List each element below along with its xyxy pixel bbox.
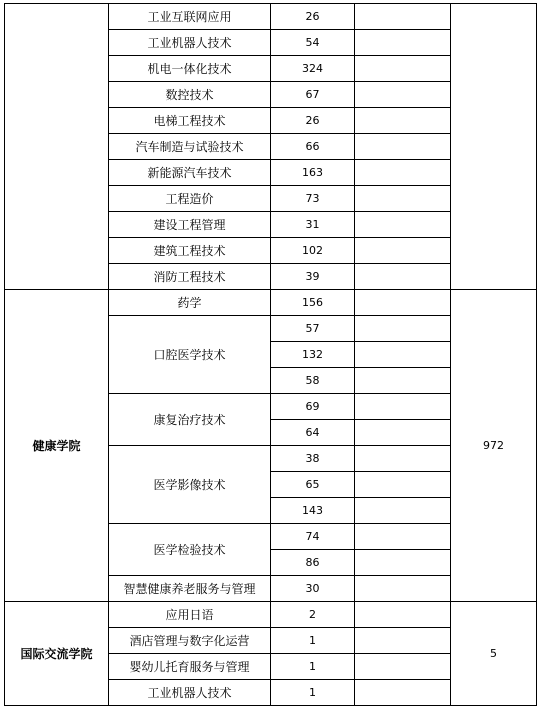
count-cell: 86 bbox=[271, 550, 355, 576]
count-cell: 39 bbox=[271, 264, 355, 290]
blank-cell bbox=[355, 186, 451, 212]
major-cell: 电梯工程技术 bbox=[109, 108, 271, 134]
blank-cell bbox=[355, 108, 451, 134]
count-cell: 65 bbox=[271, 472, 355, 498]
major-cell: 建筑工程技术 bbox=[109, 238, 271, 264]
blank-cell bbox=[355, 368, 451, 394]
count-cell: 38 bbox=[271, 446, 355, 472]
major-cell: 工业互联网应用 bbox=[109, 4, 271, 30]
count-cell: 132 bbox=[271, 342, 355, 368]
blank-cell bbox=[355, 316, 451, 342]
blank-cell bbox=[355, 576, 451, 602]
blank-cell bbox=[355, 472, 451, 498]
total-cell bbox=[451, 4, 537, 290]
major-cell: 医学影像技术 bbox=[109, 446, 271, 524]
major-cell: 数控技术 bbox=[109, 82, 271, 108]
major-cell: 酒店管理与数字化运营 bbox=[109, 628, 271, 654]
major-cell: 智慧健康养老服务与管理 bbox=[109, 576, 271, 602]
count-cell: 143 bbox=[271, 498, 355, 524]
count-cell: 31 bbox=[271, 212, 355, 238]
count-cell: 57 bbox=[271, 316, 355, 342]
count-cell: 163 bbox=[271, 160, 355, 186]
count-cell: 26 bbox=[271, 108, 355, 134]
blank-cell bbox=[355, 550, 451, 576]
blank-cell bbox=[355, 238, 451, 264]
major-cell: 康复治疗技术 bbox=[109, 394, 271, 446]
major-cell: 汽车制造与试验技术 bbox=[109, 134, 271, 160]
count-cell: 324 bbox=[271, 56, 355, 82]
blank-cell bbox=[355, 654, 451, 680]
blank-cell bbox=[355, 524, 451, 550]
blank-cell bbox=[355, 4, 451, 30]
major-cell: 口腔医学技术 bbox=[109, 316, 271, 394]
count-cell: 26 bbox=[271, 4, 355, 30]
table-row bbox=[5, 602, 537, 628]
count-cell: 156 bbox=[271, 290, 355, 316]
count-cell: 58 bbox=[271, 368, 355, 394]
major-cell: 新能源汽车技术 bbox=[109, 160, 271, 186]
count-cell: 1 bbox=[271, 654, 355, 680]
blank-cell bbox=[355, 30, 451, 56]
count-cell: 69 bbox=[271, 394, 355, 420]
blank-cell bbox=[355, 134, 451, 160]
blank-cell bbox=[355, 342, 451, 368]
count-cell: 74 bbox=[271, 524, 355, 550]
major-cell: 应用日语 bbox=[109, 602, 271, 628]
college-name: 国际交流学院 bbox=[5, 602, 109, 706]
major-cell: 建设工程管理 bbox=[109, 212, 271, 238]
count-cell: 66 bbox=[271, 134, 355, 160]
count-cell: 1 bbox=[271, 680, 355, 706]
college-total: 5 bbox=[451, 602, 537, 706]
blank-cell bbox=[355, 160, 451, 186]
blank-cell bbox=[355, 212, 451, 238]
college-cell bbox=[5, 4, 109, 290]
count-cell: 73 bbox=[271, 186, 355, 212]
blank-cell bbox=[355, 420, 451, 446]
count-cell: 102 bbox=[271, 238, 355, 264]
count-cell: 67 bbox=[271, 82, 355, 108]
major-cell: 工业机器人技术 bbox=[109, 30, 271, 56]
enrollment-table bbox=[4, 3, 537, 706]
major-cell: 药学 bbox=[109, 290, 271, 316]
blank-cell bbox=[355, 290, 451, 316]
major-cell: 医学检验技术 bbox=[109, 524, 271, 576]
count-cell: 2 bbox=[271, 602, 355, 628]
count-cell: 64 bbox=[271, 420, 355, 446]
blank-cell bbox=[355, 394, 451, 420]
blank-cell bbox=[355, 82, 451, 108]
table-row bbox=[5, 290, 537, 316]
major-cell: 机电一体化技术 bbox=[109, 56, 271, 82]
blank-cell bbox=[355, 602, 451, 628]
major-cell: 婴幼儿托育服务与管理 bbox=[109, 654, 271, 680]
blank-cell bbox=[355, 498, 451, 524]
blank-cell bbox=[355, 446, 451, 472]
count-cell: 30 bbox=[271, 576, 355, 602]
blank-cell bbox=[355, 680, 451, 706]
college-total: 972 bbox=[451, 290, 537, 602]
blank-cell bbox=[355, 56, 451, 82]
blank-cell bbox=[355, 628, 451, 654]
table-row bbox=[5, 4, 537, 30]
major-cell: 消防工程技术 bbox=[109, 264, 271, 290]
major-cell: 工业机器人技术 bbox=[109, 680, 271, 706]
blank-cell bbox=[355, 264, 451, 290]
major-cell: 工程造价 bbox=[109, 186, 271, 212]
count-cell: 1 bbox=[271, 628, 355, 654]
count-cell: 54 bbox=[271, 30, 355, 56]
college-name: 健康学院 bbox=[5, 290, 109, 602]
